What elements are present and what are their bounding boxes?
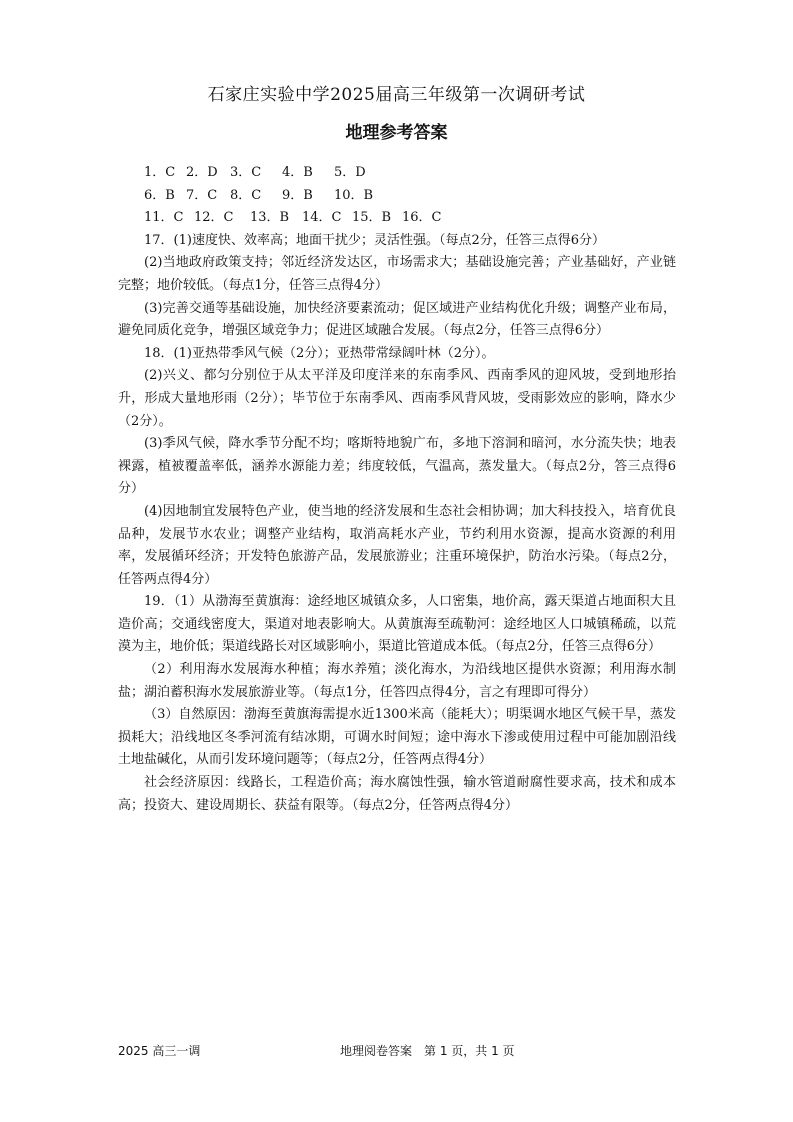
choice-row <box>118 185 676 208</box>
answer-19-3: （3）自然原因：渤海至黄旗海需提水近1300米高（能耗大）；明渠调水地区气候干旱，蒸发损耗大；沿线地区冬季河流有结冰期，可调水时间短；途中海水下渗或使用过程中可能加剧沿线土地盐碱化，从而引发环境问题等；（每点2分，任答两点得4分） <box>118 707 676 768</box>
choice-answer: 13．B <box>250 210 290 226</box>
choice-answer: 4．B <box>282 165 313 180</box>
choice-answer: 8．C <box>230 187 262 203</box>
choice-answer: 12．C <box>194 210 234 226</box>
choice-answer: 7．C <box>186 187 218 203</box>
answer-17-3: (3)完善交通等基础设施，加快经济要素流动；促区域进产业结构优化升级；调整产业布局，避免同质化竞争，增强区域竞争力；促进区域融合发展。（每点2分，任答三点得6分） <box>118 300 676 339</box>
answer-18-3: (3)季风气候，降水季节分配不均；喀斯特地貌广布，多地下溶洞和暗河，水分流失快；地表裸露，植被覆盖率低，涵养水源能力差；纬度较低，气温高，蒸发量大。（每点2分，答三点得6分） <box>118 436 676 497</box>
answer-17-2: (2)当地政府政策支持；邻近经济发达区，市场需求大；基础设施完善；产业基础好，产业链完整；地价较低。（每点1分，任答三点得4分） <box>118 255 676 293</box>
choice-row <box>118 162 676 185</box>
choice-answer: 10．B <box>334 187 374 203</box>
choice-row <box>118 207 676 230</box>
footer-left: 2025 高三一调 <box>118 1044 201 1058</box>
choice-answer: 16．C <box>402 210 442 226</box>
answer-content <box>118 162 676 817</box>
choice-answer: 3．C <box>230 165 262 180</box>
answer-18-1: 18．(1)亚热带季风气候（2分）；亚热带常绿阔叶林（2分）。 <box>144 345 495 361</box>
answer-18-2: (2)兴义、都匀分别位于从太平洋及印度洋来的东南季风、西南季风的迎风坡，受到地形抬升，形成大量地形雨（2分）；毕节位于东南季风、西南季风背风坡，受雨影效应的影响，降水少（2分）。 <box>118 368 676 429</box>
choice-answer: 5．D <box>334 165 366 180</box>
page-subtitle: 地理参考答案 <box>345 123 448 143</box>
page-title: 石家庄实验中学2025届高三年级第一次调研考试 <box>207 85 586 105</box>
footer-page-info: 地理阅卷答案 第 1 页，共 1 页 <box>340 1044 515 1058</box>
choice-answer: 9．B <box>282 187 313 203</box>
answer-17-1: 17．(1)速度快、效率高；地面干扰少；灵活性强。（每点2分，任答三点得6分） <box>144 232 605 248</box>
choice-answer: 1．C <box>144 165 176 180</box>
answer-19-1: 19．（1）从渤海至黄旗海：途经地区城镇众多，人口密集，地价高，露天渠道占地面积大且造价高；交通线密度大，渠道对地表影响大。从黄旗海至疏勒河：途经地区人口城镇稀疏，以荒漠为主，地价低；渠道线路长对区域影响小，渠道比管道成本低。（每点2分，任答三点得6分） <box>118 594 676 655</box>
answer-19-3-social: 社会经济原因：线路长，工程造价高；海水腐蚀性强，输水管道耐腐性要求高，技术和成本高；投资大、建设周期长、获益有限等。（每点2分，任答两点得4分） <box>118 775 676 813</box>
choice-answer: 14．C <box>302 210 342 226</box>
choice-answer: 11．C <box>144 210 184 226</box>
choice-answer: 2．D <box>186 165 218 180</box>
choice-answer: 15．B <box>352 210 392 226</box>
answer-18-4: (4)因地制宜发展特色产业，使当地的经济发展和生态社会相协调；加大科技投入，培育优良品种，发展节水农业；调整产业结构，取消高耗水产业，节约利用水资源，提高水资源的利用率，发展循环经济；开发特色旅游产品，发展旅游业；注重环境保护，防治水污染。（每点2分，任答两点得4分） <box>118 503 676 587</box>
answer-19-2: （2）利用海水发展海水种植；海水养殖；淡化海水，为沿线地区提供水资源；利用海水制盐；湖泊蓄积海水发展旅游业等。（每点1分，任答四点得4分，言之有理即可得分） <box>118 662 676 700</box>
choice-answer: 6．B <box>144 187 175 203</box>
